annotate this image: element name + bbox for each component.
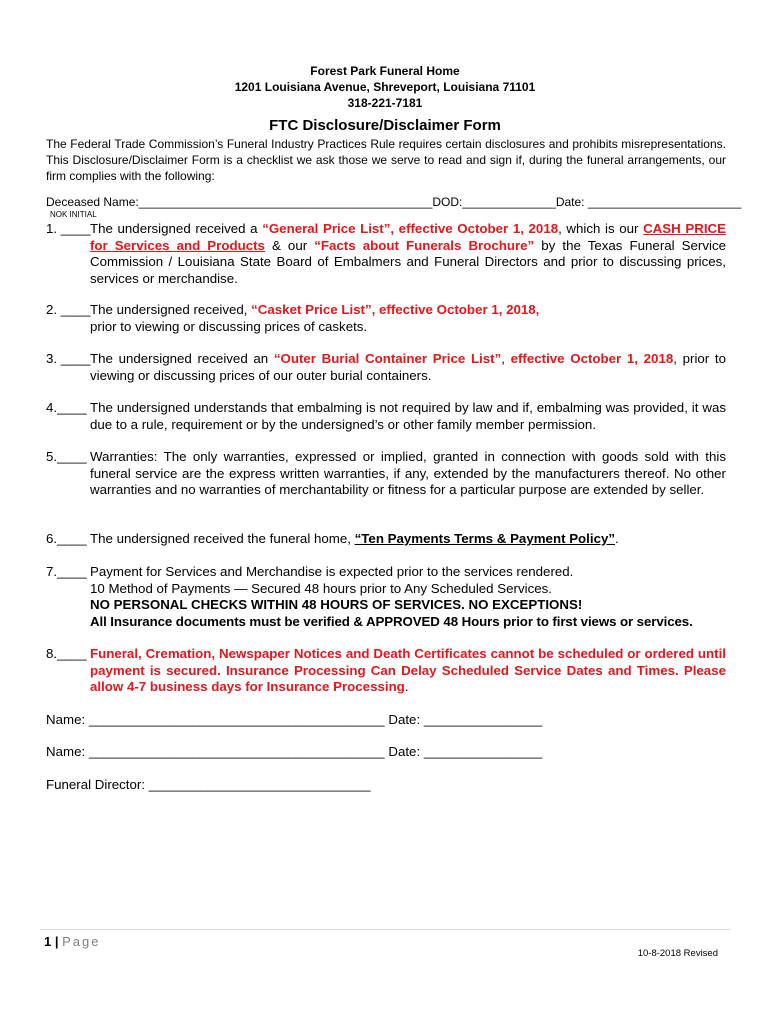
- item-4-text: The undersigned understands that embalming is not required by law and if, embalming was provided, it was due to a rule, requirement or by the undersigned’s or other family member permission.: [90, 400, 726, 432]
- item-1-facts-brochure: “Facts about Funerals Brochure”: [314, 237, 535, 253]
- item-4-initial-field[interactable]: 4.____: [46, 400, 87, 415]
- item-5-initial-field[interactable]: 5.____: [46, 449, 87, 464]
- item-3-outer-burial-list: “Outer Burial Container Price List”: [273, 351, 502, 366]
- funeral-director-line: [46, 777, 371, 792]
- item-8-payment-notice: Funeral, Cremation, Newspaper Notices and Death Certificates cannot be scheduled or ordered until payment is secured. Insurance Processing Can Delay Scheduled Service Dates and Times. Please allow 4-7 business days for Insurance Processing: [90, 646, 726, 694]
- item-6-initial-field[interactable]: 6.____: [46, 531, 87, 546]
- disclosure-item-7: [46, 564, 726, 630]
- item-7-insurance-docs: All Insurance documents must be verified & APPROVED 48 Hours prior to first views or services.: [90, 613, 693, 629]
- item-3-text: ,: [501, 351, 511, 366]
- disclosure-item-5: [46, 449, 726, 499]
- item-7-initial-field[interactable]: 7.____: [46, 564, 87, 579]
- item-1-general-price-list: “General Price List”, effective October 1, 2018: [262, 221, 559, 236]
- deceased-name-label: Deceased Name:: [46, 195, 139, 209]
- item-1-initial-field[interactable]: 1. ____: [46, 221, 91, 236]
- name-label: Name:: [46, 744, 89, 759]
- intro-paragraph: The Federal Trade Commission’s Funeral Industry Practices Rule requires certain disclosures and prohibits misrepresentations. This Disclosure/Disclaimer Form is a checklist we ask those we serve to read and sign if, during the funeral arrangements, our firm complies with the following:: [46, 137, 726, 183]
- date-field[interactable]: ________________: [423, 712, 543, 727]
- date-field[interactable]: _______________________: [587, 195, 742, 209]
- dod-label: DOD:: [432, 195, 463, 209]
- item-2-initial-field[interactable]: 2. ____: [46, 302, 91, 317]
- item-1-text: , which is our: [558, 221, 644, 236]
- page-word: Page: [62, 934, 101, 949]
- dod-field[interactable]: ______________: [462, 195, 556, 209]
- deceased-name-field[interactable]: ____________________________________________: [138, 195, 433, 209]
- item-6-payment-policy: “Ten Payments Terms & Payment Policy”: [354, 531, 616, 546]
- disclosure-item-6: [46, 531, 726, 548]
- name-field[interactable]: ________________________________________: [88, 712, 385, 727]
- page-number: [44, 934, 100, 949]
- item-1-text: & our: [264, 237, 315, 253]
- date-label: Date:: [384, 744, 424, 759]
- item-7-text: Payment for Services and Merchandise is expected prior to the services rendered.: [90, 564, 574, 579]
- page-number-value: 1: [44, 934, 52, 949]
- page-separator: |: [51, 934, 63, 949]
- item-2-casket-price-list: “Casket Price List”, effective October 1, 2018,: [251, 302, 540, 317]
- disclosure-item-2: [46, 302, 726, 335]
- item-1-text: The undersigned received a: [90, 221, 263, 236]
- nok-initial-label: NOK INITIAL: [50, 210, 97, 219]
- item-3-text: , prior to viewing or discussing prices of our outer burial containers.: [90, 351, 726, 383]
- name-label: Name:: [46, 712, 89, 727]
- disclosure-item-1: [46, 221, 726, 287]
- item-1-text: by the Texas Funeral Service Commission / Louisiana State Board of Embalmers and Funeral Directors and prior to discussing prices, services or merchandise.: [90, 237, 727, 286]
- funeral-home-address: 1201 Louisiana Avenue, Shreveport, Louisiana 71101: [234, 80, 536, 94]
- item-3-text: The undersigned received an: [90, 351, 274, 366]
- item-2-text: The undersigned received,: [90, 302, 252, 317]
- funeral-director-field[interactable]: ______________________________: [148, 777, 371, 792]
- disclosure-item-3: [46, 351, 726, 384]
- revision-date: 10-8-2018 Revised: [637, 948, 718, 959]
- disclosure-item-4: [46, 400, 726, 433]
- item-7-no-checks: NO PERSONAL CHECKS WITHIN 48 HOURS OF SERVICES. NO EXCEPTIONS!: [90, 597, 583, 612]
- footer-divider: [40, 929, 730, 930]
- item-6-text: The undersigned received the funeral home,: [90, 531, 355, 546]
- item-2-text: prior to viewing or discussing prices of caskets.: [90, 318, 368, 334]
- item-6-text: .: [615, 531, 619, 546]
- disclosure-item-8: [46, 646, 726, 696]
- item-3-effective-date: effective October 1, 2018: [510, 351, 674, 366]
- deceased-line: [46, 195, 741, 209]
- form-title: FTC Disclosure/Disclaimer Form: [269, 117, 501, 134]
- signature-line-2: [46, 744, 542, 759]
- item-8-initial-field[interactable]: 8.____: [46, 646, 87, 661]
- item-3-initial-field[interactable]: 3. ____: [46, 351, 91, 366]
- funeral-director-label: Funeral Director:: [46, 777, 149, 792]
- name-field[interactable]: ________________________________________: [88, 744, 385, 759]
- signature-line-1: [46, 712, 542, 727]
- item-7-text: 10 Method of Payments — Secured 48 hours prior to Any Scheduled Services.: [90, 580, 552, 596]
- funeral-home-phone: 318-221-7181: [347, 96, 423, 110]
- item-8-text: .: [404, 679, 409, 694]
- date-label: Date:: [555, 195, 588, 209]
- date-label: Date:: [384, 712, 424, 727]
- item-5-text: Warranties: The only warranties, expressed or implied, granted in connection with goods sold with this funeral service are the express written warranties, if any, extended by the manufacturers thereof. No other warranties and no warranties of merchantability or fitness for a particular purpose are extended by seller.: [90, 449, 726, 497]
- funeral-home-name: Forest Park Funeral Home: [310, 64, 460, 78]
- date-field[interactable]: ________________: [423, 744, 543, 759]
- item-1-cash-price: CASH PRICE for Services and Products: [90, 221, 726, 253]
